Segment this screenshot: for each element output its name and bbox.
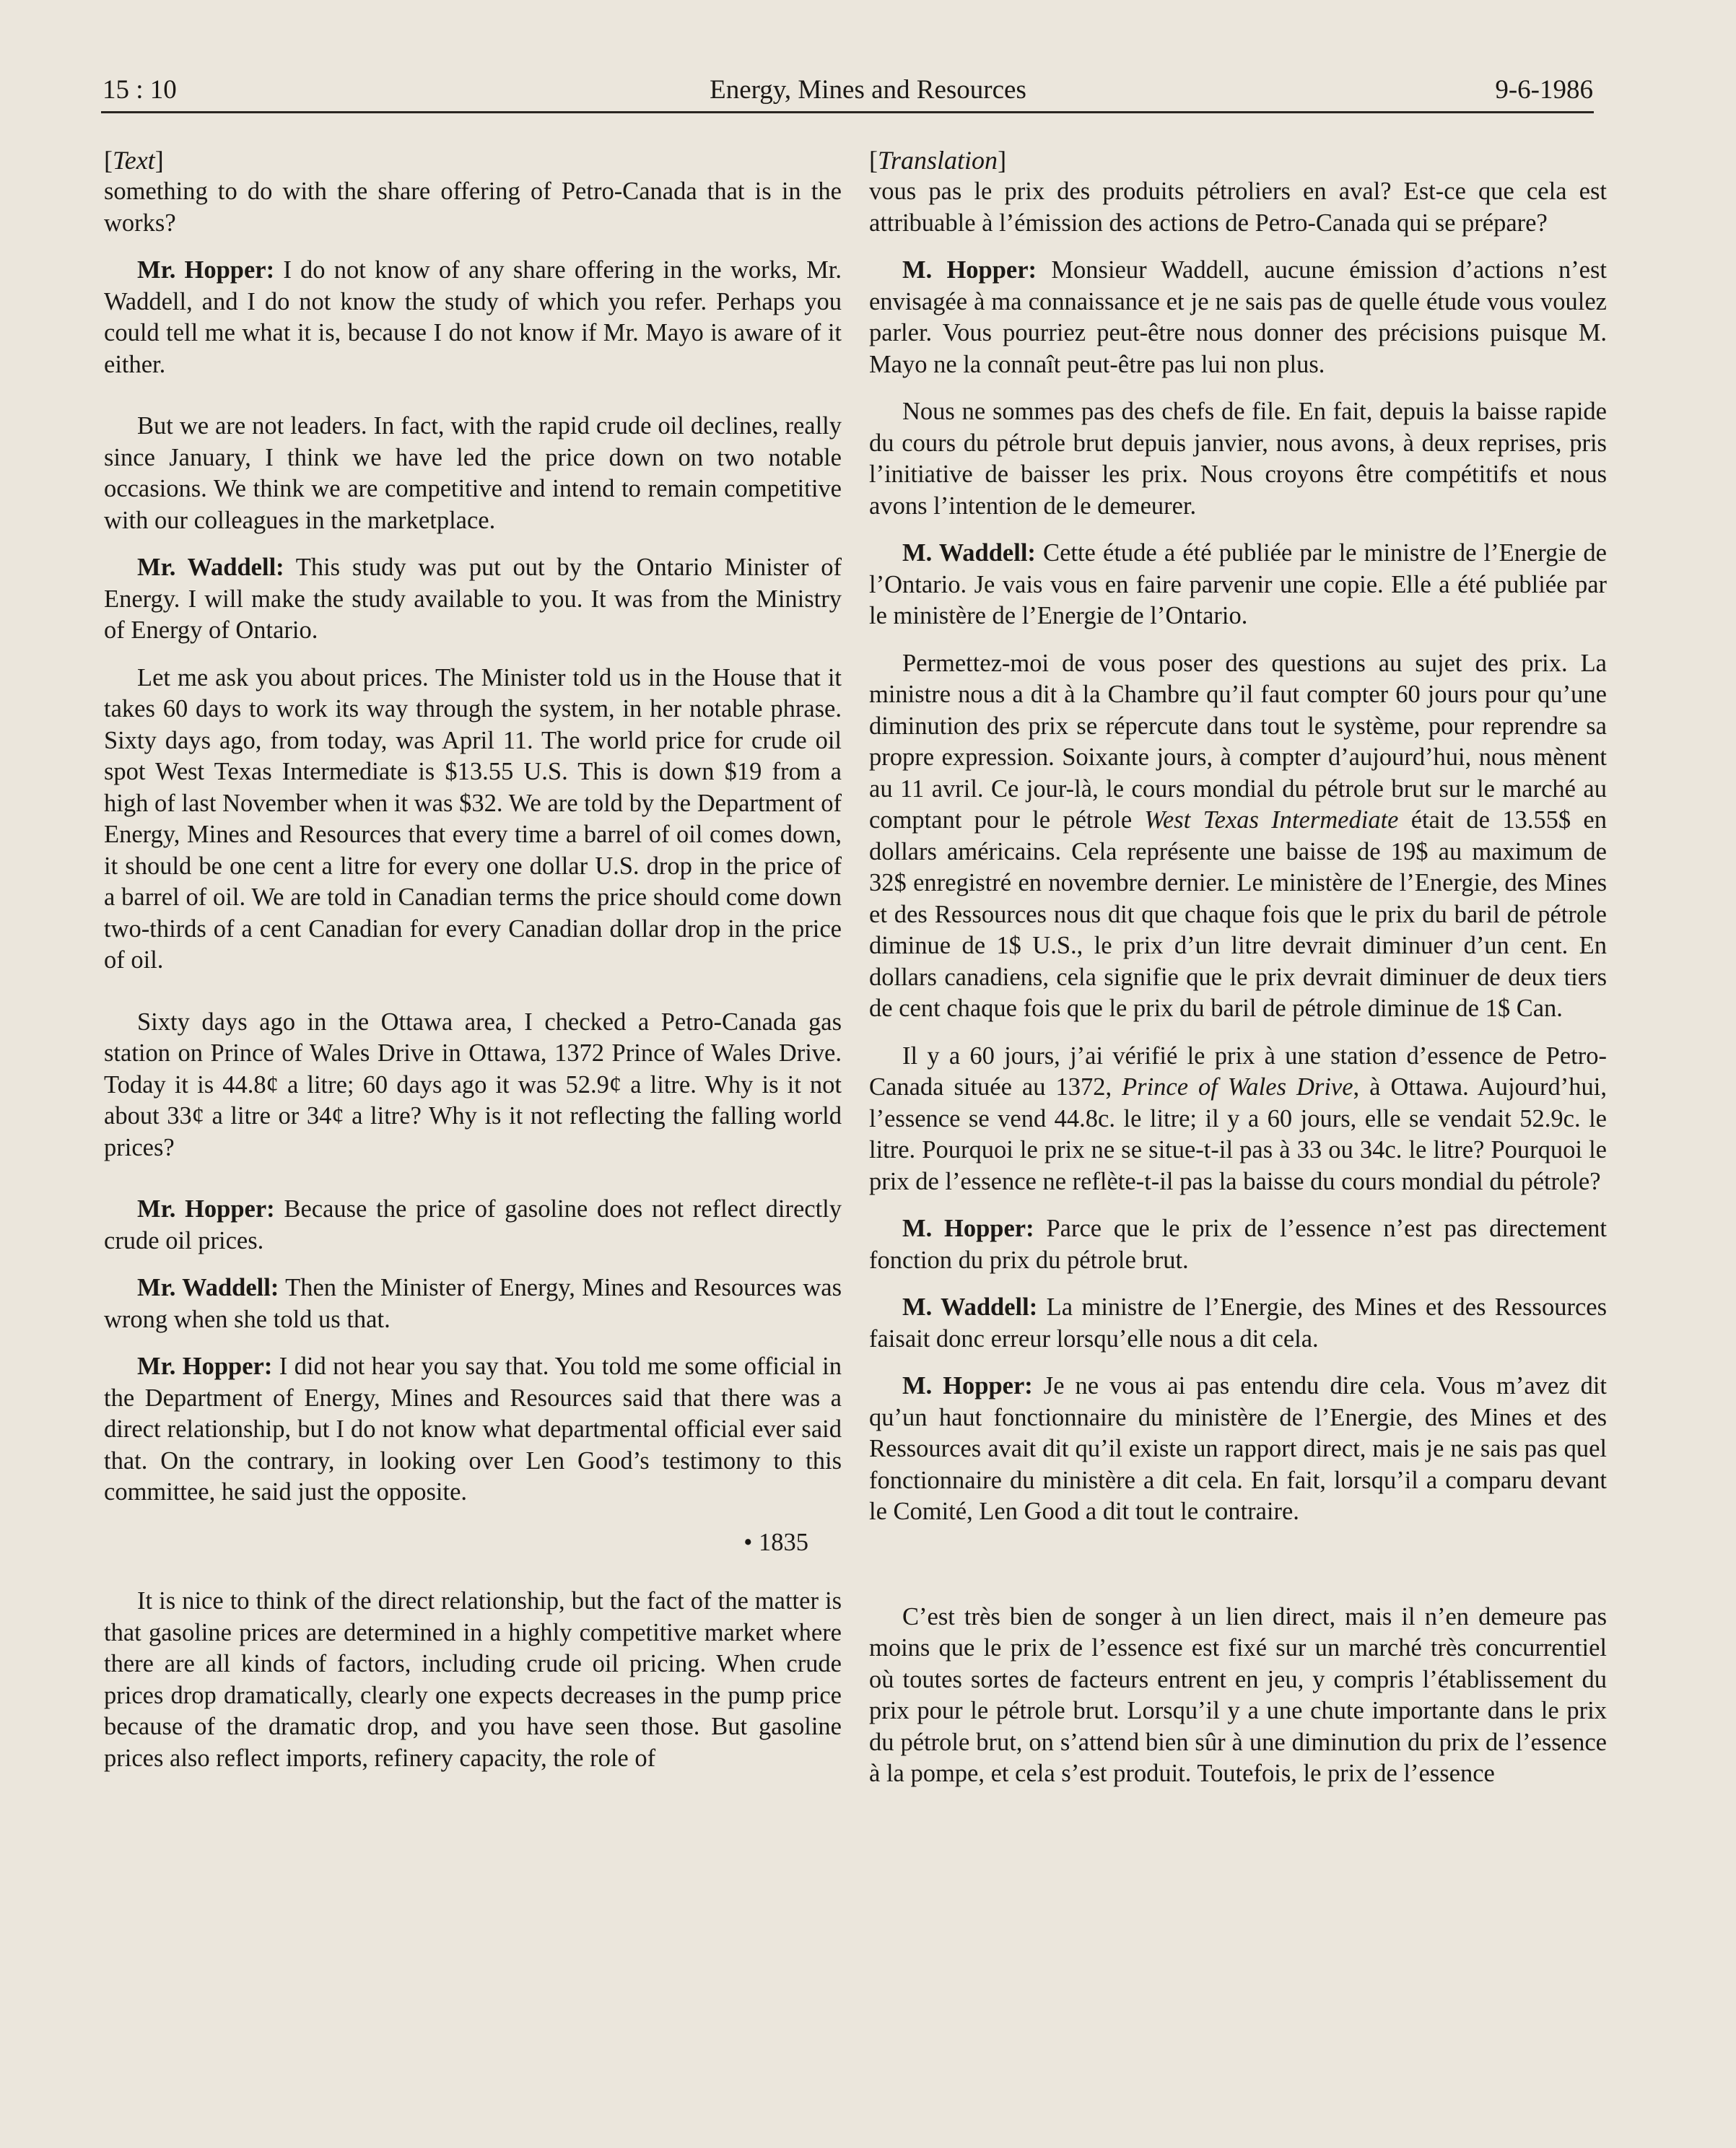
paragraph: It is nice to think of the direct relationship, but the fact of the matter is that gasoline prices are determined in a highly competitive market where there are all kinds of factors, including crude oil pricing. When crude prices drop dramatically, clearly one expects decreases in the pump price because of the dramatic drop, and you have seen those. But gasoline prices also reflect imports, refinery capacity, the role of	[104, 1587, 842, 1772]
paragraph: Mr. Waddell: Then the Minister of Energy, Mines and Resources was wrong when she told us that.	[104, 1274, 842, 1333]
paragraph: Permettez-moi de vous poser des questions au sujet des prix. La ministre nous a dit à la Chambre qu’il faut compter 60 jours pour qu’une diminution des prix se répercute dans tout le système, pour reprendre sa propre expression. Soixante jours, à compter d’aujourd’hui, nous mènent au 11 avril. Ce jour-là, le cours mondial du pétrole brut sur le marché au comptant pour le pétrole West Texas Intermediate était de 13.55$ en dollars américains. Cela représente une baisse de 19$ au maximum de 32$ enregistré en novembre dernier. Le ministère de l’Energie, des Mines et des Ressources nous dit que chaque fois que le prix du baril de pétrole diminue de 1$ U.S., le prix d’un litre devrait diminuer d’un cent. En dollars canadiens, cela signifie que le prix devrait diminuer de deux tiers de cent chaque fois que le prix du baril de pétrole diminue de 1$ Can.	[869, 649, 1607, 1022]
speaker-name: Mr. Waddell:	[137, 554, 284, 581]
timestamp: • 1835	[743, 1528, 808, 1556]
paragraph: Nous ne sommes pas des chefs de file. En fait, depuis la baisse rapide du cours du pétrole brut depuis janvier, nous avons, à deux reprises, pris l’initiative de baisser les prix. Nous croyons être compétitifs et nous avons l’intention de le demeurer.	[869, 398, 1607, 520]
paragraph: Let me ask you about prices. The Minister told us in the House that it takes 60 days to work its way through the system, in her notable phrase. Sixty days ago, from today, was April 11. The world price for crude oil spot West Texas Intermediate is $13.55 U.S. This is down $19 from a high of last November when it was $32. We are told by the Department of Energy, Mines and Resources that every time a barrel of oil comes down, it should be one cent a litre for every one dollar U.S. drop in the price of a barrel of oil. We are told in Canadian terms the price should come down two-thirds of a cent Canadian for every Canadian dollar drop in the price of oil.	[104, 663, 842, 974]
speaker-name: M. Hopper:	[902, 1372, 1033, 1400]
paragraph: Il y a 60 jours, j’ai vérifié le prix à une station d’essence de Petro-Canada située au 1372, Prince of Wales Drive, à Ottawa. Aujourd’hui, l’essence se vend 44.8c. le litre; il y a 60 jours, elle se vendait 52.9c. le litre. Pourquoi le prix ne se situe-t-il pas à 33 ou 34c. le litre? Pourquoi le prix de l’essence ne reflète-t-il pas la baisse du cours mondial du pétrole?	[869, 1042, 1607, 1195]
speaker-name: Mr. Waddell:	[137, 1274, 279, 1301]
paragraph: Sixty days ago in the Ottawa area, I checked a Petro-Canada gas station on Prince of Wales Drive in Ottawa, 1372 Prince of Wales Drive. Today it is 44.8¢ a litre; 60 days ago it was 52.9¢ a litre. Why is it not about 33¢ a litre or 34¢ a litre? Why is it not reflecting the falling world prices?	[104, 1008, 842, 1161]
speaker-name: Mr. Hopper:	[137, 1195, 275, 1223]
paragraph: M. Waddell: La ministre de l’Energie, des Mines et des Ressources faisait donc erreur lorsqu’elle nous a dit cela.	[869, 1293, 1607, 1353]
speaker-name: Mr. Hopper:	[137, 256, 275, 284]
paragraph: Mr. Hopper: I did not hear you say that. You told me some official in the Department of Energy, Mines and Resources said that there was a direct relationship, but I do not know what departmental official ever said that. On the contrary, in looking over Len Good’s testimony to this committee, he said just the opposite.	[104, 1353, 842, 1506]
column-heading: [Translation]	[869, 146, 1007, 175]
paragraph: something to do with the share offering of Petro-Canada that is in the works?	[104, 178, 842, 237]
page-date: 9-6-1986	[1495, 75, 1593, 105]
english-column	[104, 144, 842, 1790]
paragraph: M. Hopper: Je ne vous ai pas entendu dire cela. Vous m’avez dit qu’un haut fonctionnaire du ministère de l’Energie, des Mines et des Ressources avait dit qu’il existe un rapport direct, mais je ne sais pas quel fonctionnaire du ministère a dit cela. En fait, lorsqu’il a comparu devant le Comité, Len Good a dit tout le contraire.	[869, 1372, 1607, 1525]
column-heading: [Text]	[104, 146, 164, 175]
paragraph: M. Waddell: Cette étude a été publiée par le ministre de l’Energie de l’Ontario. Je vais vous en faire parvenir une copie. Elle a été publiée par le ministère de l’Energie de l’Ontario.	[869, 539, 1607, 629]
speaker-name: M. Waddell:	[902, 539, 1036, 567]
speaker-name: M. Waddell:	[902, 1293, 1038, 1321]
paragraph: C’est très bien de songer à un lien direct, mais il n’en demeure pas moins que le prix de l’essence est fixé sur un marché très concurrentiel où toutes sortes de facteurs entrent en jeu, y compris l’établissement du prix pour le pétrole brut. Lorsqu’il y a une chute importante dans le prix du pétrole brut, on s’attend bien sûr à une diminution du prix de l’essence à la pompe, et cela s’est produit. Toutefois, le prix de l’essence	[869, 1602, 1607, 1787]
speaker-name: M. Hopper:	[902, 1215, 1034, 1242]
page-number: 15 : 10	[102, 75, 177, 105]
header-rule	[101, 111, 1594, 113]
speaker-name: Mr. Hopper:	[137, 1353, 273, 1380]
paragraph: But we are not leaders. In fact, with the rapid crude oil declines, really since January, I think we have led the price down on two notable occasions. We think we are competitive and intend to remain competitive with our colleagues in the marketplace.	[104, 412, 842, 534]
speaker-name: M. Hopper:	[902, 256, 1037, 284]
paragraph: M. Hopper: Parce que le prix de l’essence n’est pas directement fonction du prix du pétrole brut.	[869, 1215, 1607, 1274]
french-column	[869, 144, 1607, 1806]
paragraph: Mr. Hopper: I do not know of any share offering in the works, Mr. Waddell, and I do not know the study of which you refer. Perhaps you could tell me what it is, because I do not know if Mr. Mayo is aware of it either.	[104, 256, 842, 378]
running-title: Energy, Mines and Resources	[710, 75, 1026, 105]
paragraph: Mr. Waddell: This study was put out by the Ontario Minister of Energy. I will make the study available to you. It was from the Ministry of Energy of Ontario.	[104, 554, 842, 644]
paragraph: Mr. Hopper: Because the price of gasoline does not reflect directly crude oil prices.	[104, 1195, 842, 1254]
paragraph: vous pas le prix des produits pétroliers en aval? Est-ce que cela est attribuable à l’émission des actions de Petro-Canada qui se prépare?	[869, 178, 1607, 237]
paragraph: M. Hopper: Monsieur Waddell, aucune émission d’actions n’est envisagée à ma connaissance et je ne sais pas de quelle étude vous voulez parler. Vous pourriez peut-être nous donner des précisions puisque M. Mayo ne la connaît peut-être pas lui non plus.	[869, 256, 1608, 378]
